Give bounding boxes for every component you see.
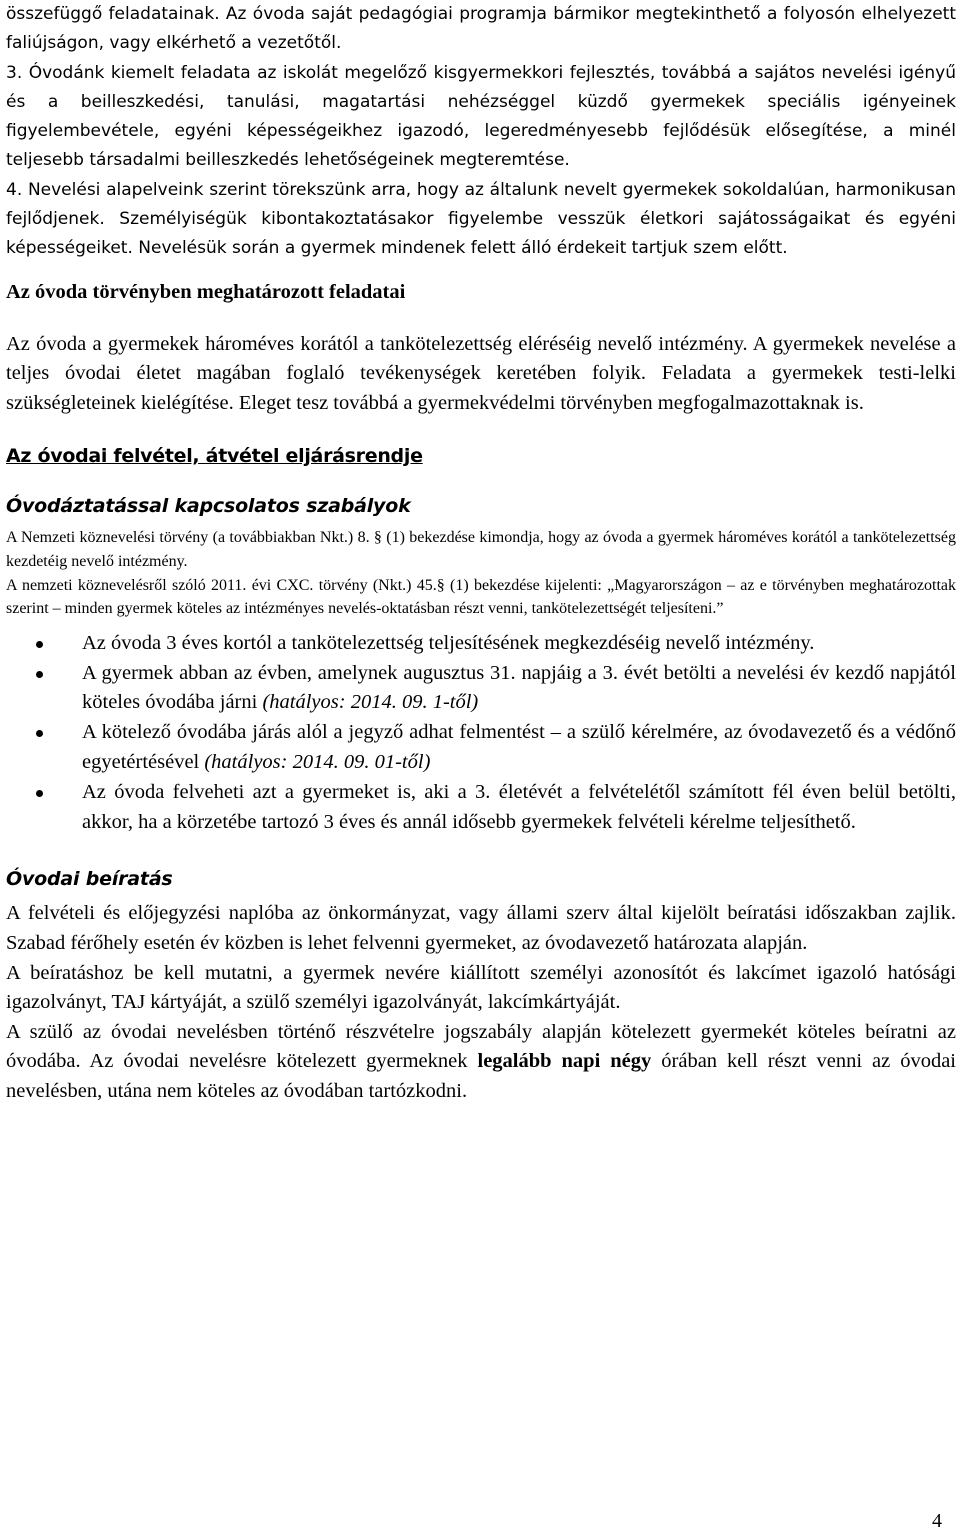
bullet-icon: [36, 641, 43, 648]
paragraph-point-3: 3. Óvodánk kiemelt feladata az iskolát megelőző kisgyermekkori fejlesztés, továbbá a sajátos nevelési igényű és a beilleszkedési, tanulási, magatartási nehézséggel küzdő gyermekek speciális igényeinek figyelembevétele, egyéni képességeikhez igazodó, legeredményesebb fejlődésük elősegítése, a minél teljesebb társadalmi beilleszkedés lehetőségeinek megteremtése.: [6, 62, 956, 171]
paragraph-statutory-tasks: Az óvoda a gyermekek hároméves korától a tankötelezettség eléréséig nevelő intézmény. A gyermekek nevelése a teljes óvodai életet magában foglaló tevékenységek keretében folyik. Feladata a gyermekek testi-lelki szükségleteinek kielégítése. Eleget tesz továbbá a gyermekvédelmi törvényben megfogalmazottaknak is.: [6, 332, 956, 414]
rules-bullet-list: [6, 629, 956, 838]
list-item: Az óvoda 3 éves kortól a tankötelezettség teljesítésének megkezdéséig nevelő intézmény.: [6, 629, 956, 659]
paragraph-nkt-8: A Nemzeti köznevelési törvény (a továbbiakban Nkt.) 8. § (1) bekezdése kimondja, hogy az óvoda a gyermek hároméves korától a tankötelezettség kezdetéig nevelő intézmény.: [6, 529, 956, 571]
heading-enrollment: Óvodai beíratás: [6, 868, 173, 891]
bullet-icon: [36, 790, 43, 797]
heading-admission-procedure: Az óvodai felvétel, átvétel eljárásrendje: [6, 445, 423, 468]
heading-kindergarten-rules: Óvodáztatással kapcsolatos szabályok: [6, 495, 411, 518]
document-page: [6, 0, 956, 1107]
emphasis-daily-hours: legalább napi négy: [477, 1050, 652, 1073]
heading-statutory-tasks: Az óvoda törvényben meghatározott feladatai: [6, 280, 406, 303]
paragraph-program-availability: összefüggő feladatainak. Az óvoda saját pedagógiai programja bármikor megtekinthető a folyosón elhelyezett faliújságon, vagy elkérhető a vezetőtől.: [6, 4, 956, 54]
paragraph-enrollment-period: A felvételi és előjegyzési naplóba az önkormányzat, vagy állami szerv által kijelölt beíratási időszakban zajlik. Szabad férőhely esetén év közben is lehet felvenni gyermeket, az óvodavezető határozata alapján.: [6, 902, 956, 954]
list-item: Az óvoda felveheti azt a gyermeket is, aki a 3. életévét a felvételétől számított fél éven belül betölti, akkor, ha a körzetébe tartozó 3 éves és annál idősebb gyermekek felvételi kérelme teljesíthető.: [6, 778, 956, 838]
list-item: A kötelező óvodába járás alól a jegyző adhat felmentést – a szülő kérelmére, az óvodavezető és a védőnő egyetértésével (hatályos: 2014. 09. 01-től): [6, 718, 956, 778]
paragraph-nkt-45: A nemzeti köznevelésről szóló 2011. évi CXC. törvény (Nkt.) 45.§ (1) bekezdése kijelenti: „Magyarországon – az e törvényben meghatározottak szerint – minden gyermek köteles az intézményes nevelés-oktatásban részt venni, tankötelezettségét teljesíteni.”: [6, 576, 956, 618]
page-number: 4: [932, 1510, 942, 1532]
bullet-icon: [36, 671, 43, 678]
bullet-icon: [36, 730, 43, 737]
paragraph-enrollment-documents: A beíratáshoz be kell mutatni, a gyermek nevére kiállított személyi azonosítót és lakcímet igazoló hatósági igazolványt, TAJ kártyáját, a szülő személyi igazolványát, lakcímkártyáját.: [6, 961, 956, 1014]
list-item: A gyermek abban az évben, amelynek augusztus 31. napjáig a 3. évét betölti a nevelési év kezdő napjától köteles óvodába járni (hatályos: 2014. 09. 1-től): [6, 659, 956, 719]
paragraph-enrollment-obligation: A szülő az óvodai nevelésben történő részvételre jogszabály alapján kötelezett gyermekét köteles beíratni az óvodába. Az óvodai nevelésre kötelezett gyermeknek legalább napi négy órában kell részt venni az óvodai nevelésben, utána nem köteles az óvodában tartózkodni.: [6, 1020, 956, 1102]
paragraph-point-4: 4. Nevelési alapelveink szerint törekszünk arra, hogy az általunk nevelt gyermekek sokoldalúan, harmonikusan fejlődjenek. Személyiségük kibontakoztatásakor figyelembe vesszük életkori sajátosságaikat és egyéni képességeiket. Nevelésük során a gyermek mindenek felett álló érdekeit tartjuk szem előtt.: [6, 179, 956, 259]
